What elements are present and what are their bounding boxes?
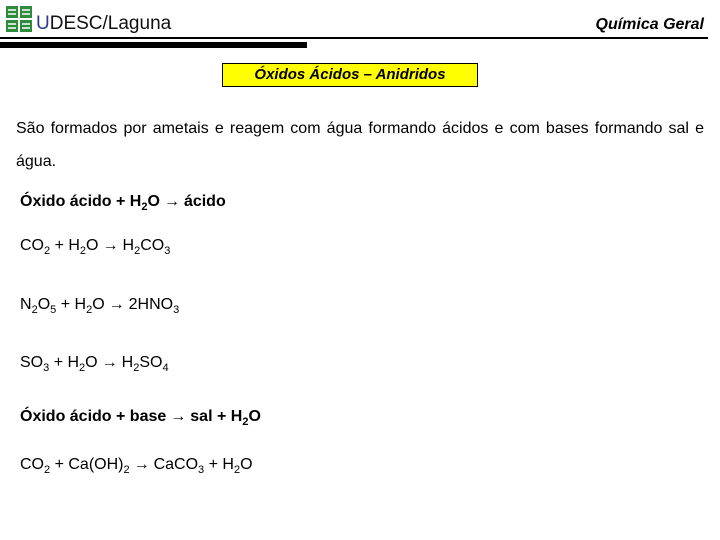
rule-acid-water: Óxido ácido + $H_2O$ → ácido xyxy=(20,193,226,213)
header-rule xyxy=(0,37,708,39)
right-arrow-icon: → xyxy=(108,296,125,313)
section-title: Óxidos Ácidos – Anidridos xyxy=(222,63,478,87)
course-title: Química Geral xyxy=(595,16,704,33)
intro-paragraph: São formados por ametais e reagem com água formando ácidos e com bases formando sal e água. xyxy=(16,120,704,170)
equation-n2o5: $N_2O_5 + H_2O \to 2HNO_3$ xyxy=(20,296,180,316)
right-arrow-icon: → xyxy=(163,193,180,210)
right-arrow-icon: → xyxy=(133,456,150,473)
equation-co2: $CO_2 + H_2O \to H_2CO_3$ xyxy=(20,237,171,257)
equation-caoh2: $CO_2 + Ca(OH)_2$ → CaCO$_3$ + $H_2O$ xyxy=(20,456,253,476)
header-accent-bar xyxy=(0,42,307,48)
equation-so3: $SO_3 + H_2O \to H_2SO_4$ xyxy=(20,354,169,374)
right-arrow-icon: → xyxy=(101,354,118,371)
rule-acid-base: Óxido ácido + base → sal + $H_2O$ xyxy=(20,408,261,428)
brand-initial: U xyxy=(36,13,50,34)
right-arrow-icon: → xyxy=(102,237,119,254)
brand-name xyxy=(36,13,171,35)
right-arrow-icon: → xyxy=(170,408,187,425)
brand-rest: DESC/Laguna xyxy=(49,13,172,34)
udesc-logo-icon xyxy=(4,4,36,34)
